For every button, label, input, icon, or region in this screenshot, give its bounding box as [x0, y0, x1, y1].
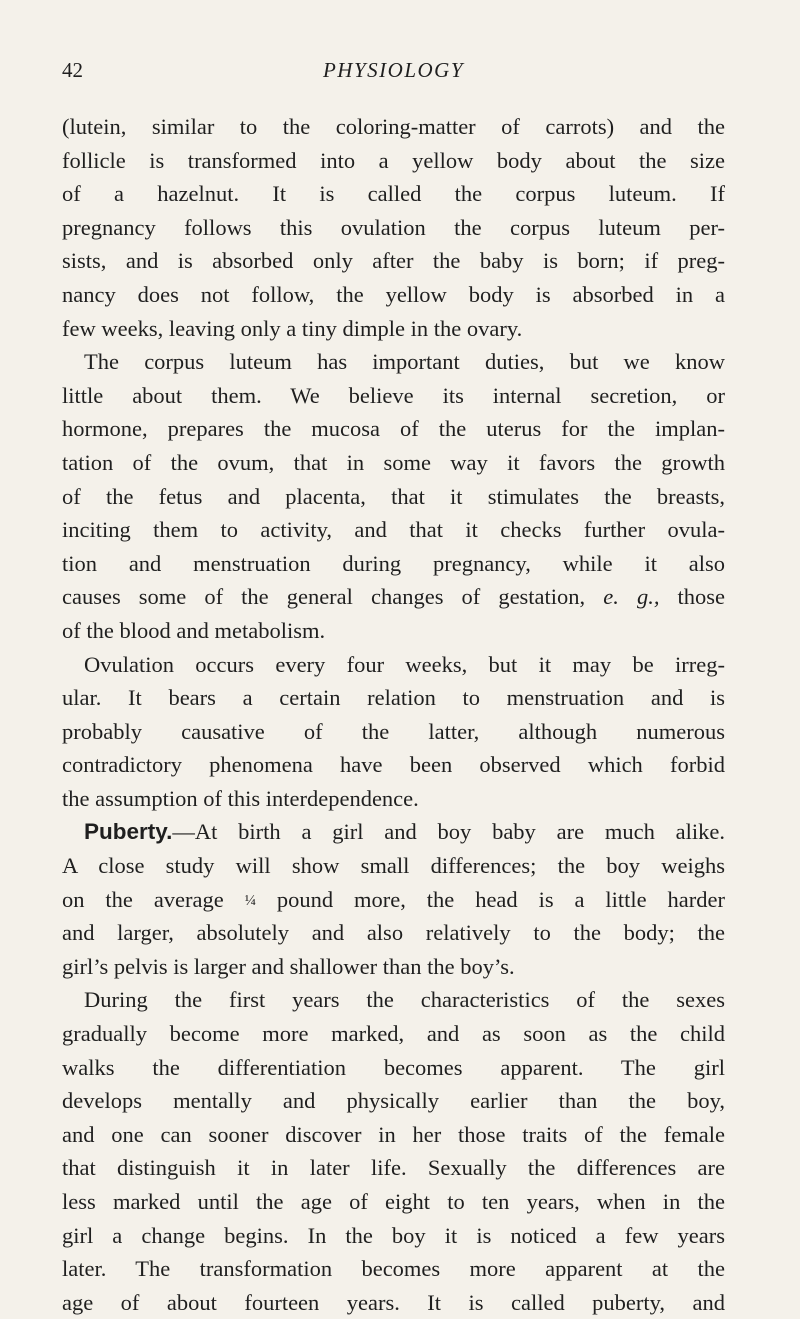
- running-head: PHYSIOLOGY: [322, 58, 465, 82]
- text-line: Ovulation occurs every four weeks, but it may be irreg-: [84, 651, 725, 677]
- text-line: of the blood and metabolism.: [62, 617, 326, 643]
- text-line: nancy does not follow, the yellow body is absorbed in a: [62, 281, 725, 307]
- text-line: of the fetus and placenta, that it stimulates the breasts,: [62, 483, 725, 509]
- text-line: [62, 580, 725, 614]
- text-line: inciting them to activity, and that it checks further ovula-: [62, 517, 725, 543]
- text-segment: those: [677, 584, 726, 610]
- text-line: ular. It bears a certain relation to menstruation and is: [62, 685, 725, 711]
- text-line: probably causative of the latter, although numerous: [62, 718, 725, 744]
- text-line: walks the differentiation becomes apparent. The girl: [62, 1054, 725, 1080]
- text-line: that distinguish it in later life. Sexually the differences are: [62, 1155, 725, 1181]
- text-segment: pound more, the head is a little harder: [276, 886, 726, 912]
- text-line: A close study will show small differences; the boy weighs: [62, 853, 725, 879]
- text-line: gradually become more marked, and as soon as the child: [62, 1021, 725, 1047]
- text-line: [62, 883, 725, 917]
- page-number: 42: [62, 58, 83, 82]
- text-line: later. The transformation becomes more apparent at the: [62, 1256, 725, 1282]
- text-line: little about them. We believe its internal secretion, or: [62, 382, 725, 408]
- text-line: pregnancy follows this ovulation the corpus luteum per-: [62, 214, 725, 240]
- text-line: few weeks, leaving only a tiny dimple in the ovary.: [62, 315, 523, 341]
- text-line: and larger, absolutely and also relatively to the body; the: [62, 920, 725, 946]
- text-line: (lutein, similar to the coloring-matter of carrots) and the: [62, 114, 725, 139]
- page-header: [62, 58, 725, 92]
- text-line: develops mentally and physically earlier than the boy,: [62, 1088, 725, 1114]
- text-line: of a hazelnut. It is called the corpus luteum. If: [62, 181, 725, 207]
- text-line: contradictory phenomena have been observed which forbid: [62, 752, 725, 778]
- text-line: tion and menstruation during pregnancy, while it also: [62, 550, 725, 576]
- text-line: [62, 815, 725, 849]
- text-line: and one can sooner discover in her those traits of the female: [62, 1121, 725, 1147]
- text-line: girl’s pelvis is larger and shallower than the boy’s.: [62, 953, 515, 979]
- text-line: the assumption of this interdependence.: [62, 785, 419, 811]
- text-line: During the first years the characteristics of the sexes: [84, 987, 725, 1013]
- italic-abbreviation: e. g.,: [603, 584, 660, 610]
- section-heading: Puberty.: [84, 819, 173, 845]
- text-segment: causes some of the general changes of gestation,: [62, 584, 586, 610]
- fraction: ¼: [244, 892, 256, 909]
- text-line: age of about fourteen years. It is called puberty, and: [62, 1289, 725, 1315]
- text-line: follicle is transformed into a yellow body about the size: [62, 147, 725, 173]
- text-segment: —At birth a girl and boy baby are much alike.: [172, 819, 725, 845]
- text-line: girl a change begins. In the boy it is noticed a few years: [62, 1222, 725, 1248]
- text-line: less marked until the age of eight to ten years, when in the: [62, 1189, 725, 1214]
- text-line: sists, and is absorbed only after the baby is born; if preg-: [62, 248, 725, 274]
- text-line: The corpus luteum has important duties, but we know: [84, 349, 725, 375]
- text-line: tation of the ovum, that in some way it favors the growth: [62, 449, 725, 475]
- text-line: hormone, prepares the mucosa of the uterus for the implan-: [62, 416, 725, 442]
- body-text: [62, 110, 725, 1319]
- text-segment: on the average: [62, 886, 224, 912]
